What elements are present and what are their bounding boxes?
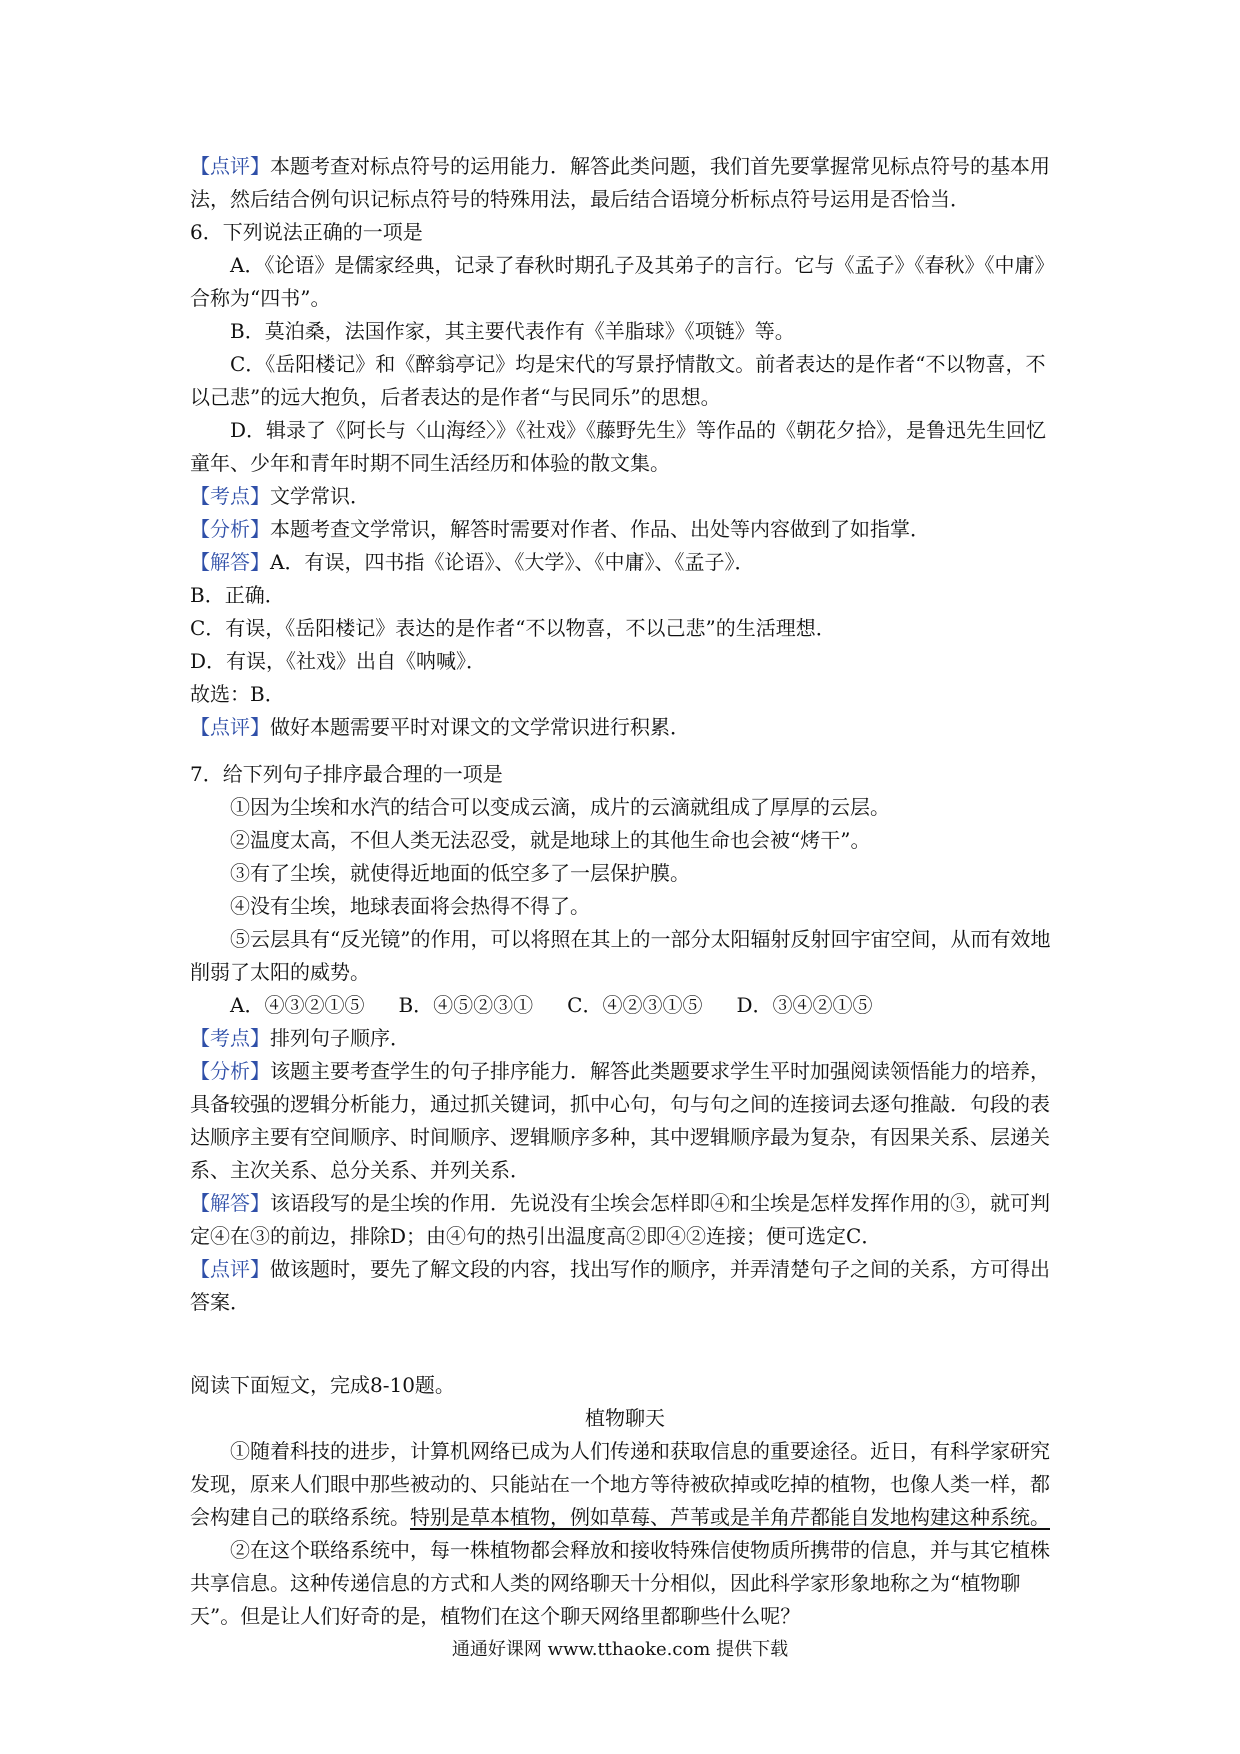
q6-stem: 6．下列说法正确的一项是 xyxy=(190,220,423,244)
answer-tag: 【解答】 xyxy=(190,1191,270,1215)
q6-option-d: D．辑录了《阿长与〈山海经〉》《社戏》《藤野先生》等作品的《朝花夕拾》，是鲁迅先生回忆童年、少年和青年时期不同生活经历和体验的散文集。 xyxy=(190,418,1047,475)
review-text: 本题考查对标点符号的运用能力．解答此类问题，我们首先要掌握常见标点符号的基本用法，然后结合例句识记标点符号的特殊用法，最后结合语境分析标点符号运用是否恰当． xyxy=(190,154,1050,211)
analysis-tag: 【分析】 xyxy=(190,517,270,541)
q7-option-c: C．④②③①⑤ xyxy=(567,993,703,1017)
review-tag: 【点评】 xyxy=(190,1257,270,1281)
spacer xyxy=(190,1319,1060,1369)
answer-tag: 【解答】 xyxy=(190,550,270,574)
q6-option-c: C．《岳阳楼记》和《醉翁亭记》均是宋代的写景抒情散文。前者表达的是作者“不以物喜，不以己悲”的远大抱负，后者表达的是作者“与民同乐”的思想。 xyxy=(190,352,1046,409)
q6-answer-d: D．有误，《社戏》出自《呐喊》． xyxy=(190,649,487,673)
q7-stem: 7．给下列句子排序最合理的一项是 xyxy=(190,762,503,786)
q6-option-b: B．莫泊桑，法国作家，其主要代表作有《羊脂球》《项链》等。 xyxy=(230,319,795,343)
review-text: 做好本题需要平时对课文的文学常识进行积累． xyxy=(270,715,690,739)
analysis-tag: 【分析】 xyxy=(190,1059,270,1083)
point-tag: 【考点】 xyxy=(190,1026,270,1050)
answer-text: 该语段写的是尘埃的作用．先说没有尘埃会怎样即④和尘埃是怎样发挥作用的③，就可判定④在③的前边，排除D；由④句的热引出温度高②即④②连接；便可选定C． xyxy=(190,1191,1050,1248)
review-tag: 【点评】 xyxy=(190,154,270,178)
q5-review xyxy=(190,150,1060,216)
q7-sentence-5: ⑤云层具有“反光镜”的作用，可以将照在其上的一部分太阳辐射反射回宇宙空间，从而有效地削弱了太阳的威势。 xyxy=(190,927,1051,984)
point-text: 排列句子顺序． xyxy=(270,1026,410,1050)
review-tag: 【点评】 xyxy=(190,715,270,739)
q6-option-a: A．《论语》是儒家经典，记录了春秋时期孔子及其弟子的言行。它与《孟子》《春秋》《中庸》合称为“四书”。 xyxy=(190,253,1055,310)
q6-answer-c: C．有误，《岳阳楼记》表达的是作者“不以物喜，不以己悲”的生活理想． xyxy=(190,616,836,640)
point-tag: 【考点】 xyxy=(190,484,270,508)
q7-sentence-1: ①因为尘埃和水汽的结合可以变成云滴，成片的云滴就组成了厚厚的云层。 xyxy=(230,795,890,819)
q6-answer-b: B．正确． xyxy=(190,583,285,607)
document-body xyxy=(190,150,1060,1633)
q7-option-b: B．④⑤②③① xyxy=(398,993,534,1017)
review-text: 做该题时，要先了解文段的内容，找出写作的顺序，并弄清楚句子之间的关系，方可得出答案． xyxy=(190,1257,1050,1314)
reading-paragraph-2: ②在这个联络系统中，每一株植物都会释放和接收特殊信使物质所携带的信息，并与其它植株共享信息。这种传递信息的方式和人类的网络聊天十分相似，因此科学家形象地称之为“植物聊天”。但是让人们好奇的是，植物们在这个聊天网络里都聊些什么呢？ xyxy=(190,1538,1050,1628)
q7-point xyxy=(190,1022,1060,1055)
q7-answer xyxy=(190,1187,1060,1253)
reading-paragraph-1 xyxy=(190,1435,1060,1534)
q6-point xyxy=(190,480,1060,513)
paragraph-text: ①随着科技的进步，计算机网络已成为人们传递和获取信息的重要途径。近日，有科学家研究发现，原来人们眼中那些被动的、只能站在一个地方等待被砍掉或吃掉的植物，也像人类一样，都会构建自己的联络系统。 xyxy=(190,1439,1050,1529)
reading-intro: 阅读下面短文，完成8-10题。 xyxy=(190,1373,455,1397)
page-footer: 通通好课网 www.tthaoke.com 提供下载 xyxy=(451,1639,789,1660)
q7-review xyxy=(190,1253,1060,1319)
q6-review xyxy=(190,711,1060,744)
analysis-text: 该题主要考查学生的句子排序能力．解答此类题要求学生平时加强阅读领悟能力的培养，具备较强的逻辑分析能力，通过抓关键词，抓中心句，句与句之间的连接词去逐句推敲．句段的表达顺序主要有空间顺序、时间顺序、逻辑顺序多种，其中逻辑顺序最为复杂，有因果关系、层递关系、主次关系、总分关系、并列关系． xyxy=(190,1059,1050,1182)
q7-sentence-3: ③有了尘埃，就使得近地面的低空多了一层保护膜。 xyxy=(230,861,690,885)
q6-answer xyxy=(190,546,1060,579)
reading-title: 植物聊天 xyxy=(585,1406,665,1430)
q7-options xyxy=(190,989,1060,1022)
analysis-text: 本题考查文学常识，解答时需要对作者、作品、出处等内容做到了如指掌． xyxy=(270,517,930,541)
q6-choice: 故选：B． xyxy=(190,682,285,706)
point-text: 文学常识． xyxy=(270,484,370,508)
q7-analysis xyxy=(190,1055,1060,1187)
q7-sentence-4: ④没有尘埃，地球表面将会热得不得了。 xyxy=(230,894,590,918)
q6-analysis xyxy=(190,513,1060,546)
spacer xyxy=(190,744,1060,758)
underlined-sentence: 特别是草本植物，例如草莓、芦苇或是羊角芹都能自发地构建这种系统。 xyxy=(410,1505,1050,1529)
q7-option-d: D．③④②①⑤ xyxy=(736,993,873,1017)
answer-text: A．有误，四书指《论语》、《大学》、《中庸》、《孟子》． xyxy=(270,550,755,574)
q7-option-a: A．④③②①⑤ xyxy=(230,993,365,1017)
q7-sentence-2: ②温度太高，不但人类无法忍受，就是地球上的其他生命也会被“烤干”。 xyxy=(230,828,871,852)
